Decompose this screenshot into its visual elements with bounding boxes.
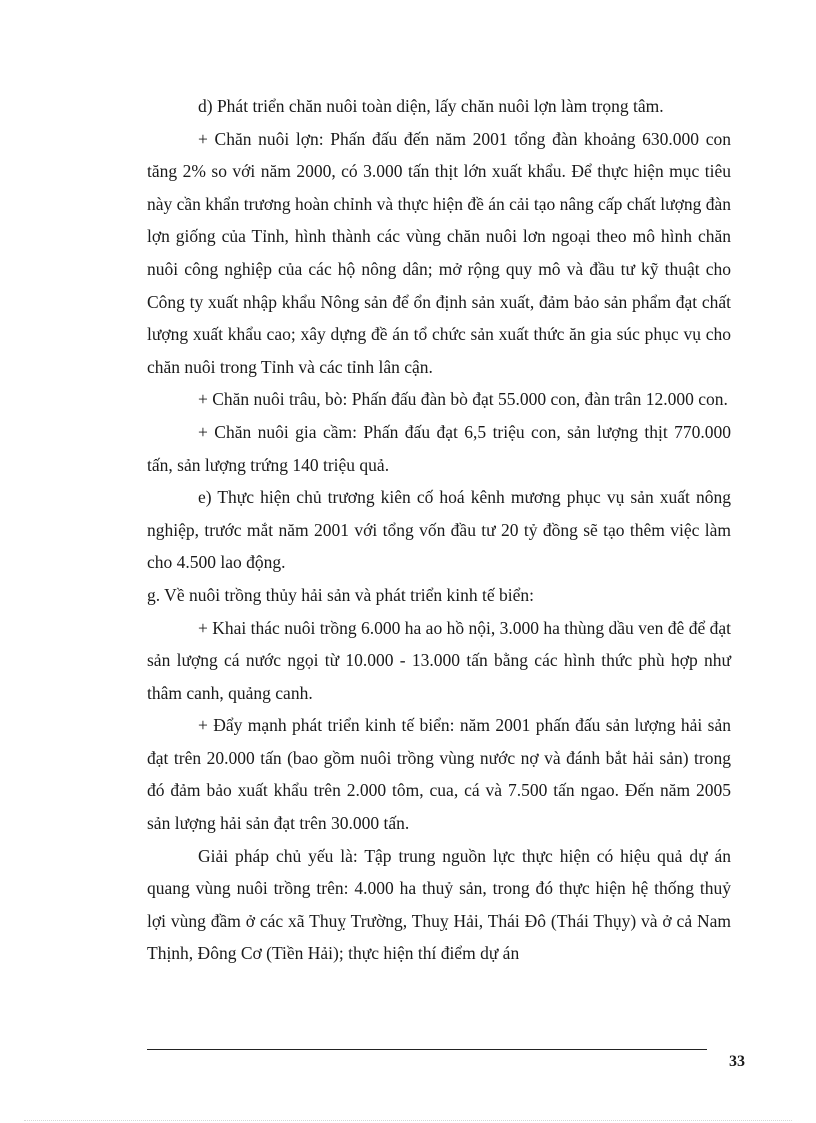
page-number: 33: [729, 1053, 745, 1070]
paragraph-freshwater-aquaculture: + Khai thác nuôi trồng 6.000 ha ao hồ nội, 3.000 ha thùng dầu ven đê để đạt sản lượng cá nước ngọi từ 10.000 - 13.000 tấn bằng các hình thức phù hợp như thâm canh, quảng canh.: [147, 617, 731, 703]
paragraph-marine-economy: + Đẩy mạnh phát triển kinh tế biển: năm 2001 phấn đấu sản lượng hải sản đạt trên 20.000 tấn (bao gồm nuôi trồng vùng nước nợ và đánh bắt hải sản) trong đó đảm bảo xuất khẩu trên 2.000 tôm, cua, cá và 7.500 tấn ngao. Đến năm 2005 sản lượng hải sản đạt trên 30.000 tấn.: [147, 715, 731, 834]
paragraph-main-solutions: Giải pháp chủ yếu là: Tập trung nguồn lực thực hiện có hiệu quả dự án quang vùng nuôi trồng trên: 4.000 ha thuỷ sản, trong đó thực hiện hệ thống thuỷ lợi vùng đầm ở các xã Thuỵ Trường, Thuỵ Hải, Thái Đô (Thái Thụy) và ở cả Nam Thịnh, Đông Cơ (Tiền Hải); thực hiện thí điểm dự án: [147, 845, 731, 964]
paragraph-poultry-farming: + Chăn nuôi gia cầm: Phấn đấu đạt 6,5 triệu con, sản lượng thịt 770.000 tấn, sản lượng trứng 140 triệu quả.: [147, 421, 731, 475]
page-bottom-edge: [24, 1120, 792, 1121]
paragraph-livestock-heading: d) Phát triển chăn nuôi toàn diện, lấy chăn nuôi lợn làm trọng tâm.: [198, 96, 664, 116]
section-heading-aquaculture: g. Về nuôi trồng thủy hải sản và phát triển kinh tế biển:: [147, 584, 535, 605]
paragraph-pig-farming: + Chăn nuôi lợn: Phấn đấu đến năm 2001 tổng đàn khoảng 630.000 con tăng 2% so với năm 2000, có 3.000 tấn thịt lớn xuất khẩu. Để thực hiện mục tiêu này cần khẩn trương hoàn chỉnh và thực hiện đề án cải tạo nâng cấp chất lượng đàn lợn giống của Tỉnh, hình thành các vùng chăn nuôi lơn ngoại theo mô hình chăn nuôi công nghiệp của các hộ nông dân; mở rộng quy mô và đầu tư kỹ thuật cho Công ty xuất nhập khẩu Nông sản để ổn định sản xuất, đảm bảo sản phẩm đạt chất lượng xuất khẩu cao; xây dựng đề án tổ chức sản xuất thức ăn gia súc phục vụ cho chăn nuôi trong Tỉnh và các tỉnh lân cận.: [147, 128, 731, 377]
footer-divider: [147, 1049, 707, 1050]
paragraph-cattle-farming: + Chăn nuôi trâu, bò: Phấn đấu đàn bò đạt 55.000 con, đàn trân 12.000 con.: [198, 389, 728, 410]
body-text: [147, 90, 731, 970]
paragraph-canal-program: e) Thực hiện chủ trương kiên cố hoá kênh mương phục vụ sản xuất nông nghiệp, trước mắt năm 2001 với tổng vốn đầu tư 20 tỷ đồng sẽ tạo thêm việc làm cho 4.500 lao động.: [147, 487, 731, 573]
